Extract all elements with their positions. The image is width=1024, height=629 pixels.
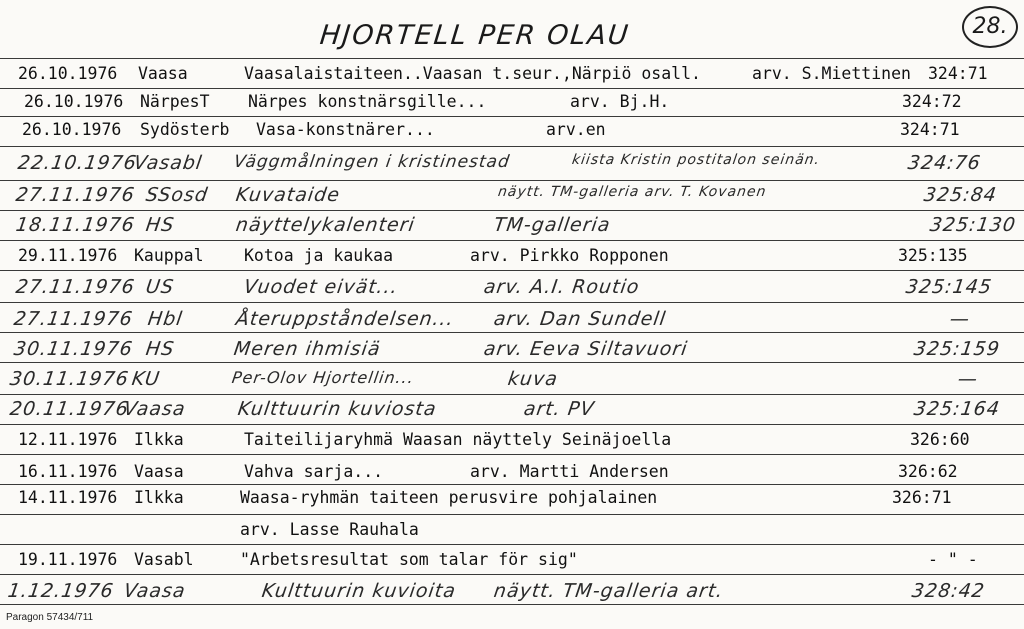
entry-date: 26.10.1976 — [24, 92, 124, 111]
entry-row — [0, 462, 1024, 490]
entry-text: Waasa-ryhmän taiteen perusvire pohjalainen — [240, 488, 658, 507]
entry-text: arv. Lasse Rauhala — [240, 520, 419, 539]
entry-source: Vaasa — [138, 64, 188, 83]
entry-source: Hbl — [146, 308, 185, 330]
entry-row — [0, 276, 1024, 304]
entry-row — [0, 430, 1024, 458]
entry-text: Per-Olov Hjortellin... — [230, 368, 416, 387]
entry-row — [0, 520, 1024, 548]
entry-source: HS — [144, 214, 176, 236]
divider — [0, 58, 1024, 59]
entry-source: Vasabl — [132, 152, 204, 174]
entry-note: arv. A.I. Routio — [482, 276, 642, 298]
entry-note: arv. Martti Andersen — [470, 462, 669, 481]
divider — [0, 180, 1024, 181]
entry-ref: 324:71 — [928, 64, 988, 83]
entry-row — [0, 214, 1024, 242]
entry-ref: 325:130 — [928, 214, 1018, 236]
card-number: 28. — [962, 6, 1018, 48]
entry-text: Kuvataide — [234, 184, 342, 206]
entry-date: 27.11.1976 — [14, 276, 137, 298]
entry-ref: 325:159 — [912, 338, 1002, 360]
entry-date: 27.11.1976 — [14, 184, 137, 206]
entry-ref: — — [956, 368, 980, 390]
entry-row — [0, 246, 1024, 274]
card-title: HJORTELL PER OLAU — [318, 20, 632, 51]
entry-date: 29.11.1976 — [18, 246, 118, 265]
entry-date: 20.11.1976 — [8, 398, 131, 420]
entry-note: arv.en — [546, 120, 606, 139]
printer-mark: Paragon 57434/711 — [6, 612, 94, 623]
entry-note: arv. Pirkko Ropponen — [470, 246, 669, 265]
entry-source: Vaasa — [122, 398, 188, 420]
entry-row — [0, 308, 1024, 336]
entry-row — [0, 488, 1024, 516]
entry-source: Ilkka — [134, 430, 184, 449]
entry-row — [0, 580, 1024, 608]
entry-date: 19.11.1976 — [18, 550, 118, 569]
entry-ref: 326:60 — [910, 430, 970, 449]
entry-source: HS — [144, 338, 176, 360]
entry-date: 22.10.1976 — [16, 152, 139, 174]
entry-source: Vasabl — [134, 550, 194, 569]
entry-ref: 324:71 — [900, 120, 960, 139]
entry-date: 30.11.1976 — [8, 368, 131, 390]
entry-text: Kulttuurin kuviosta — [236, 398, 439, 420]
entry-row — [0, 368, 1024, 396]
entry-text: "Arbetsresultat som talar för sig" — [240, 550, 578, 569]
entry-note: arv. Bj.H. — [570, 92, 670, 111]
entry-note: kiista Kristin postitalon seinän. — [570, 152, 822, 168]
entry-ref: 325:135 — [898, 246, 968, 265]
entry-text: Vasa-konstnärer... — [256, 120, 435, 139]
entry-note: näytt. TM-galleria arv. T. Kovanen — [496, 184, 768, 200]
entry-ref: — — [948, 308, 972, 330]
entry-ref: 325:145 — [904, 276, 994, 298]
entry-note: arv. S.Miettinen — [752, 64, 911, 83]
entry-text: Väggmålningen i kristinestad — [232, 152, 512, 172]
entry-text: Kulttuurin kuvioita — [260, 580, 458, 602]
entry-source: SSosd — [144, 184, 210, 206]
entry-source: NärpesT — [140, 92, 210, 111]
entry-source: Vaasa — [134, 462, 184, 481]
entry-row — [0, 92, 1024, 120]
entry-text: näyttelykalenteri — [234, 214, 417, 236]
entry-source: Kauppal — [134, 246, 204, 265]
entry-text: Meren ihmisiä — [232, 338, 383, 360]
entry-row — [0, 152, 1024, 180]
entry-source: KU — [130, 368, 162, 390]
entry-date: 16.11.1976 — [18, 462, 118, 481]
entry-ref: 324:72 — [902, 92, 962, 111]
entry-note: arv. Dan Sundell — [492, 308, 668, 330]
entry-note: arv. Eeva Siltavuori — [482, 338, 690, 360]
entry-date: 18.11.1976 — [14, 214, 137, 236]
entry-text: Vaasalaistaiteen..Vaasan t.seur.,Närpiö osall. — [244, 64, 701, 83]
entry-ref: 326:71 — [892, 488, 952, 507]
entry-source: Sydösterb — [140, 120, 230, 139]
entry-date: 30.11.1976 — [12, 338, 135, 360]
entry-date: 14.11.1976 — [18, 488, 118, 507]
entry-text: Närpes konstnärsgille... — [248, 92, 487, 111]
entry-source: US — [144, 276, 176, 298]
entry-ref: - " - — [928, 550, 978, 569]
entry-row — [0, 550, 1024, 578]
entry-text: Vuodet eivät... — [242, 276, 400, 298]
entry-source: Vaasa — [122, 580, 188, 602]
entry-ref: 328:42 — [910, 580, 987, 602]
entry-text: Kotoa ja kaukaa — [244, 246, 394, 265]
entry-row — [0, 398, 1024, 426]
entry-note: näytt. TM-galleria art. — [492, 580, 725, 602]
entry-row — [0, 64, 1024, 92]
entry-note: art. PV — [522, 398, 596, 420]
entry-text: Återuppståndelsen... — [234, 308, 456, 330]
entry-source: Ilkka — [134, 488, 184, 507]
entry-ref: 326:62 — [898, 462, 958, 481]
entry-text: Vahva sarja... — [244, 462, 384, 481]
entry-date: 12.11.1976 — [18, 430, 118, 449]
entry-date: 26.10.1976 — [18, 64, 118, 83]
entry-note: kuva — [506, 368, 560, 390]
entry-date: 1.12.1976 — [6, 580, 116, 602]
entry-ref: 325:164 — [912, 398, 1002, 420]
entry-ref: 325:84 — [922, 184, 999, 206]
entry-row — [0, 120, 1024, 148]
entry-row — [0, 184, 1024, 212]
entry-row — [0, 338, 1024, 366]
entry-text: Taiteilijaryhmä Waasan näyttely Seinäjoella — [244, 430, 672, 449]
entry-note: TM-galleria — [492, 214, 613, 236]
entry-ref: 324:76 — [906, 152, 983, 174]
entry-date: 26.10.1976 — [22, 120, 122, 139]
entry-date: 27.11.1976 — [12, 308, 135, 330]
